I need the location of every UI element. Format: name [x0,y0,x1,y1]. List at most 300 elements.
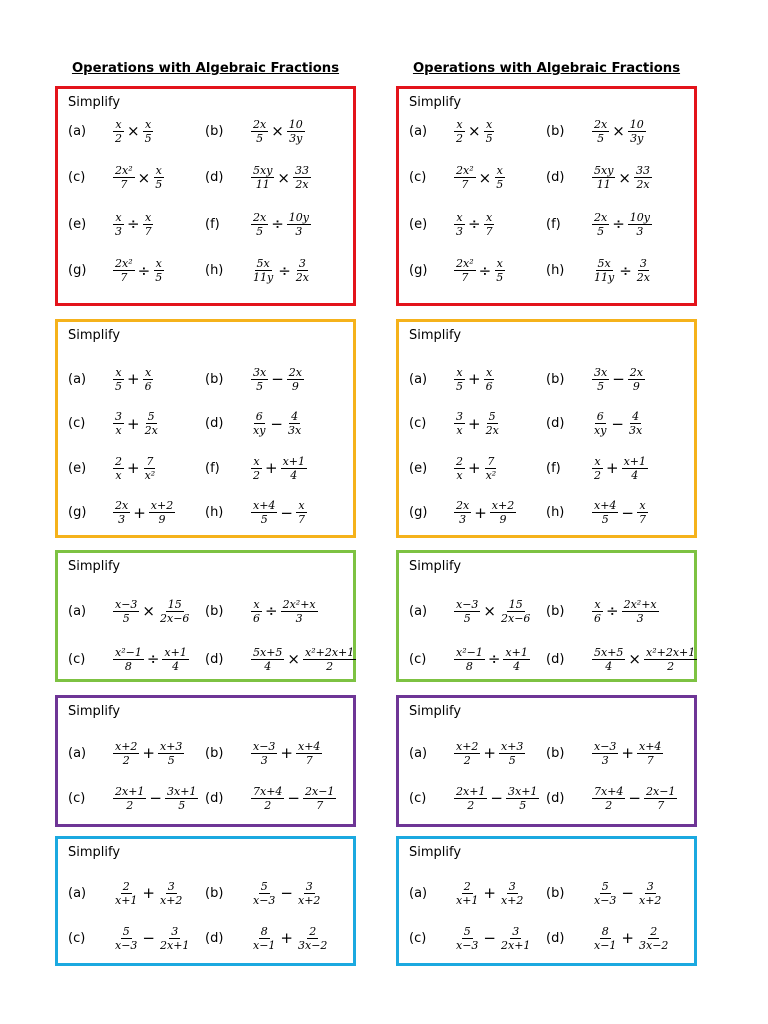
denominator: 3y [289,131,303,145]
expression [250,257,312,284]
numerator: 2 [650,924,658,938]
denominator: 2 [467,798,475,812]
expression [453,211,496,238]
question-letter: (f) [205,460,220,476]
numerator: x [594,454,601,468]
expression [250,880,323,907]
denominator: x+1 [456,893,479,907]
denominator: 5 [144,131,152,145]
operator: + [621,744,634,762]
question-letter: (b) [546,885,565,901]
numerator: x+1 [282,454,305,468]
numerator: x+2 [150,499,174,512]
denominator: 2x+1 [160,938,190,952]
numerator: 2x²+x [623,597,657,611]
question-item [68,204,155,244]
operator: ÷ [265,602,278,620]
numerator: 3 [115,410,122,423]
denominator: 3x [288,424,302,437]
numerator: x+3 [501,739,524,753]
denominator: x−1 [253,938,276,952]
denominator: 3x [629,424,643,437]
numerator: 4 [632,410,640,423]
operator: − [270,414,283,433]
numerator: x+1 [164,645,187,659]
fraction [454,646,485,673]
denominator: 2 [326,659,334,673]
numerator: 2x+1 [456,784,486,798]
denominator: 2x [636,271,650,284]
question-box [396,319,697,538]
expression [591,925,671,952]
operator: ÷ [619,261,632,280]
question-item [68,778,199,818]
fraction [592,410,608,437]
fraction [113,880,139,907]
question-item [205,918,330,958]
numerator: 3x [594,365,608,379]
fraction [484,118,495,145]
denominator: x+1 [115,893,138,907]
denominator: 2x+1 [501,938,531,952]
operator: − [628,789,641,807]
fraction [499,925,532,952]
fraction [592,366,609,393]
fraction [143,455,158,482]
denominator: 2 [605,798,613,812]
question-letter: (c) [409,416,427,431]
fraction [494,257,505,284]
denominator: x+2 [160,893,183,907]
expression [112,598,192,625]
numerator: 6 [255,410,263,423]
expression [112,366,155,393]
operator: + [127,459,140,477]
fraction [644,646,697,673]
numerator: 33 [295,164,309,177]
simplify-label: Simplify [68,845,121,860]
numerator: x [155,257,162,270]
denominator: 2 [115,131,122,145]
question-letter: (c) [68,651,86,667]
denominator: 5 [508,753,516,767]
operator: + [133,503,146,522]
fraction [627,410,644,437]
expression [591,598,660,625]
expression [453,410,502,437]
question-item [546,873,664,913]
denominator: 9 [499,513,507,526]
question-item [68,493,176,533]
denominator: 5 [485,131,493,145]
denominator: xy [253,424,266,437]
denominator: 2 [122,753,130,767]
operator: + [483,884,496,902]
question-letter: (b) [205,603,224,619]
operator: × [468,122,481,140]
fraction [281,598,318,625]
denominator: 3 [260,753,268,767]
fraction [454,257,476,284]
numerator: 3x [253,365,267,379]
expression [112,499,176,526]
expression [112,455,158,482]
expression [453,366,496,393]
denominator: 6 [594,611,601,625]
operator: − [621,884,634,902]
denominator: 3 [115,224,122,238]
fraction [296,880,322,907]
denominator: x² [485,468,497,482]
numerator: 2x [288,365,302,379]
simplify-label: Simplify [409,328,462,343]
fraction [162,646,188,673]
fraction [251,740,277,767]
question-letter: (d) [546,790,565,806]
operator: × [618,168,631,187]
denominator: 3 [456,224,463,238]
numerator: 6 [596,410,604,423]
fraction [165,785,198,812]
denominator: 7 [120,178,128,191]
expression [112,211,155,238]
question-box [55,836,356,966]
denominator: 2x−6 [501,611,531,625]
question-letter: (g) [409,505,428,520]
operator: ÷ [478,261,492,280]
numerator: x [144,210,152,224]
numerator: x+3 [160,739,183,753]
denominator: 9 [158,513,166,526]
numerator: x [594,597,601,611]
fraction [143,366,154,393]
numerator: 5x [256,257,270,270]
numerator: 2x [456,499,470,512]
denominator: 7 [120,271,128,284]
expression [591,164,653,191]
expression [112,257,165,284]
denominator: 5 [256,379,264,393]
denominator: 11 [255,178,270,191]
worksheet-title: Operations with Algebraic Fractions [412,61,681,76]
numerator: 15 [508,597,523,611]
numerator: 5 [463,924,471,938]
denominator: 7 [316,798,324,812]
operator: ÷ [487,650,501,668]
simplify-label: Simplify [68,328,121,343]
fraction [637,499,648,526]
simplify-label: Simplify [68,95,121,110]
numerator: x [485,365,493,379]
operator: − [490,789,503,807]
denominator: 7 [461,271,469,284]
expression [250,366,305,393]
denominator: 3 [601,753,609,767]
numerator: x²−1 [456,645,483,659]
question-item [546,639,698,679]
expression [591,211,653,238]
question-item [546,158,653,198]
question-item [68,404,161,444]
fraction [296,499,307,526]
numerator: x+1 [623,454,646,468]
denominator: 5 [456,379,463,393]
operator: × [137,168,151,187]
operator: + [468,370,481,388]
denominator: x+2 [298,893,321,907]
fraction [592,598,603,625]
question-letter: (b) [546,371,565,387]
question-letter: (h) [205,263,224,278]
fraction [484,366,495,393]
simplify-label: Simplify [409,704,462,719]
fraction [251,646,284,673]
fraction [484,455,499,482]
denominator: 9 [291,379,299,393]
denominator: 4 [264,659,272,673]
question-item [68,251,165,291]
question-box [396,550,697,682]
numerator: x [115,365,122,379]
question-letter: (g) [409,263,428,278]
fraction [251,499,277,526]
numerator: 3 [305,879,313,893]
numerator: 3 [639,257,647,270]
numerator: x−3 [594,739,617,753]
numerator: x [485,117,493,131]
question-item [68,918,192,958]
fraction [303,646,356,673]
numerator: 5 [122,924,130,938]
fraction [637,880,663,907]
question-item [409,251,506,291]
question-item [205,251,312,291]
expression [453,164,506,191]
denominator: 5 [115,379,122,393]
numerator: 2 [115,454,122,468]
numerator: x+2 [115,739,138,753]
expression [591,257,653,284]
expression [250,211,312,238]
fraction [251,211,268,238]
operator: + [606,459,619,477]
question-item [409,591,533,631]
fraction [503,646,529,673]
denominator: 5 [496,178,504,191]
question-item [409,733,526,773]
fraction [592,164,615,191]
fraction [251,366,268,393]
fraction [592,646,625,673]
numerator: 2x [253,210,267,224]
numerator: 2x−1 [305,784,335,798]
fraction [499,740,525,767]
denominator: 8 [465,659,473,673]
question-item [409,448,499,488]
fraction [592,499,618,526]
fraction [454,410,465,437]
numerator: 5x+5 [253,645,283,659]
question-item [205,493,308,533]
question-letter: (c) [68,790,86,806]
fraction [454,211,465,238]
numerator: 3 [456,410,463,423]
expression [591,499,649,526]
operator: × [271,122,284,140]
fraction [592,118,609,145]
fraction [303,785,336,812]
question-item [205,448,308,488]
operator: + [468,459,481,477]
denominator: 5 [597,131,605,145]
numerator: x [144,365,152,379]
question-box [55,319,356,538]
denominator: 11y [594,271,615,284]
numerator: x²+2x+1 [305,645,355,659]
numerator: 2x² [115,164,133,177]
numerator: 7 [487,454,495,468]
fraction [490,499,516,526]
numerator: x [115,210,122,224]
fraction [499,598,532,625]
fraction [143,410,160,437]
question-box [55,695,356,827]
question-item [546,918,671,958]
fraction [113,925,139,952]
denominator: 7 [646,753,654,767]
operator: + [280,744,293,762]
numerator: 5x [597,257,611,270]
question-letter: (a) [68,885,87,901]
question-item [68,448,158,488]
question-letter: (d) [546,651,565,667]
denominator: 7 [144,224,152,238]
numerator: x [456,210,463,224]
numerator: x+4 [253,499,276,512]
denominator: 5 [155,271,163,284]
numerator: x [496,164,503,177]
denominator: 5 [519,798,527,812]
expression [453,455,499,482]
denominator: x−1 [594,938,617,952]
expression [591,366,646,393]
fraction [634,164,652,191]
denominator: 4 [513,659,521,673]
operator: − [483,929,496,947]
expression [250,740,323,767]
operator: ÷ [271,215,284,233]
question-letter: (f) [546,460,561,476]
fraction [251,257,275,284]
question-letter: (a) [409,745,428,761]
question-item [205,778,337,818]
numerator: x [115,117,122,131]
operator: + [483,744,496,762]
numerator: 3 [508,879,516,893]
operator: ÷ [606,602,619,620]
denominator: 9 [632,379,640,393]
question-letter: (e) [409,460,428,476]
denominator: 5 [256,224,264,238]
fraction [281,455,307,482]
question-item [409,359,496,399]
fraction [113,785,146,812]
fraction [628,211,652,238]
numerator: 7x+4 [253,784,283,798]
denominator: 3 [459,513,467,526]
fraction [622,455,648,482]
fraction [454,785,487,812]
numerator: 3 [646,879,654,893]
denominator: x [456,424,463,437]
fraction [296,740,322,767]
fraction [113,257,135,284]
operator: + [468,414,481,433]
numerator: 2x² [115,257,133,270]
question-letter: (a) [409,885,428,901]
question-item [205,158,312,198]
fraction [251,455,262,482]
fraction [113,740,139,767]
numerator: x²−1 [115,645,142,659]
numerator: 2 [122,879,130,893]
expression [453,499,517,526]
fraction [454,455,465,482]
denominator: 5 [597,224,605,238]
fraction [592,880,618,907]
fraction [143,118,154,145]
expression [250,925,330,952]
question-item [546,111,647,151]
denominator: xy [594,424,607,437]
question-item [68,639,190,679]
denominator: 3 [295,224,303,238]
fraction [454,118,465,145]
numerator: 5 [260,879,268,893]
question-letter: (c) [68,930,86,946]
question-item [409,111,496,151]
denominator: 4 [290,468,298,482]
question-item [546,778,678,818]
question-item [409,918,533,958]
denominator: 11 [596,178,611,191]
question-item [546,493,649,533]
numerator: 7x+4 [594,784,624,798]
denominator: 2 [463,753,471,767]
question-item [409,493,517,533]
fraction [113,366,124,393]
operator: − [149,789,162,807]
numerator: x²+2x+1 [646,645,696,659]
numerator: 3x+1 [167,784,197,798]
simplify-label: Simplify [68,559,121,574]
numerator: 3x+1 [508,784,538,798]
operator: + [127,414,140,433]
worksheet-title: Operations with Algebraic Fractions [71,61,340,76]
question-item [68,873,185,913]
fraction [251,785,284,812]
question-letter: (b) [546,123,565,139]
question-letter: (d) [546,930,565,946]
fraction [113,164,135,191]
fraction [143,211,154,238]
fraction [454,164,476,191]
numerator: 7 [146,454,154,468]
operator: − [280,503,293,522]
numerator: 2x [253,117,267,131]
question-item [205,404,304,444]
fraction [293,164,311,191]
